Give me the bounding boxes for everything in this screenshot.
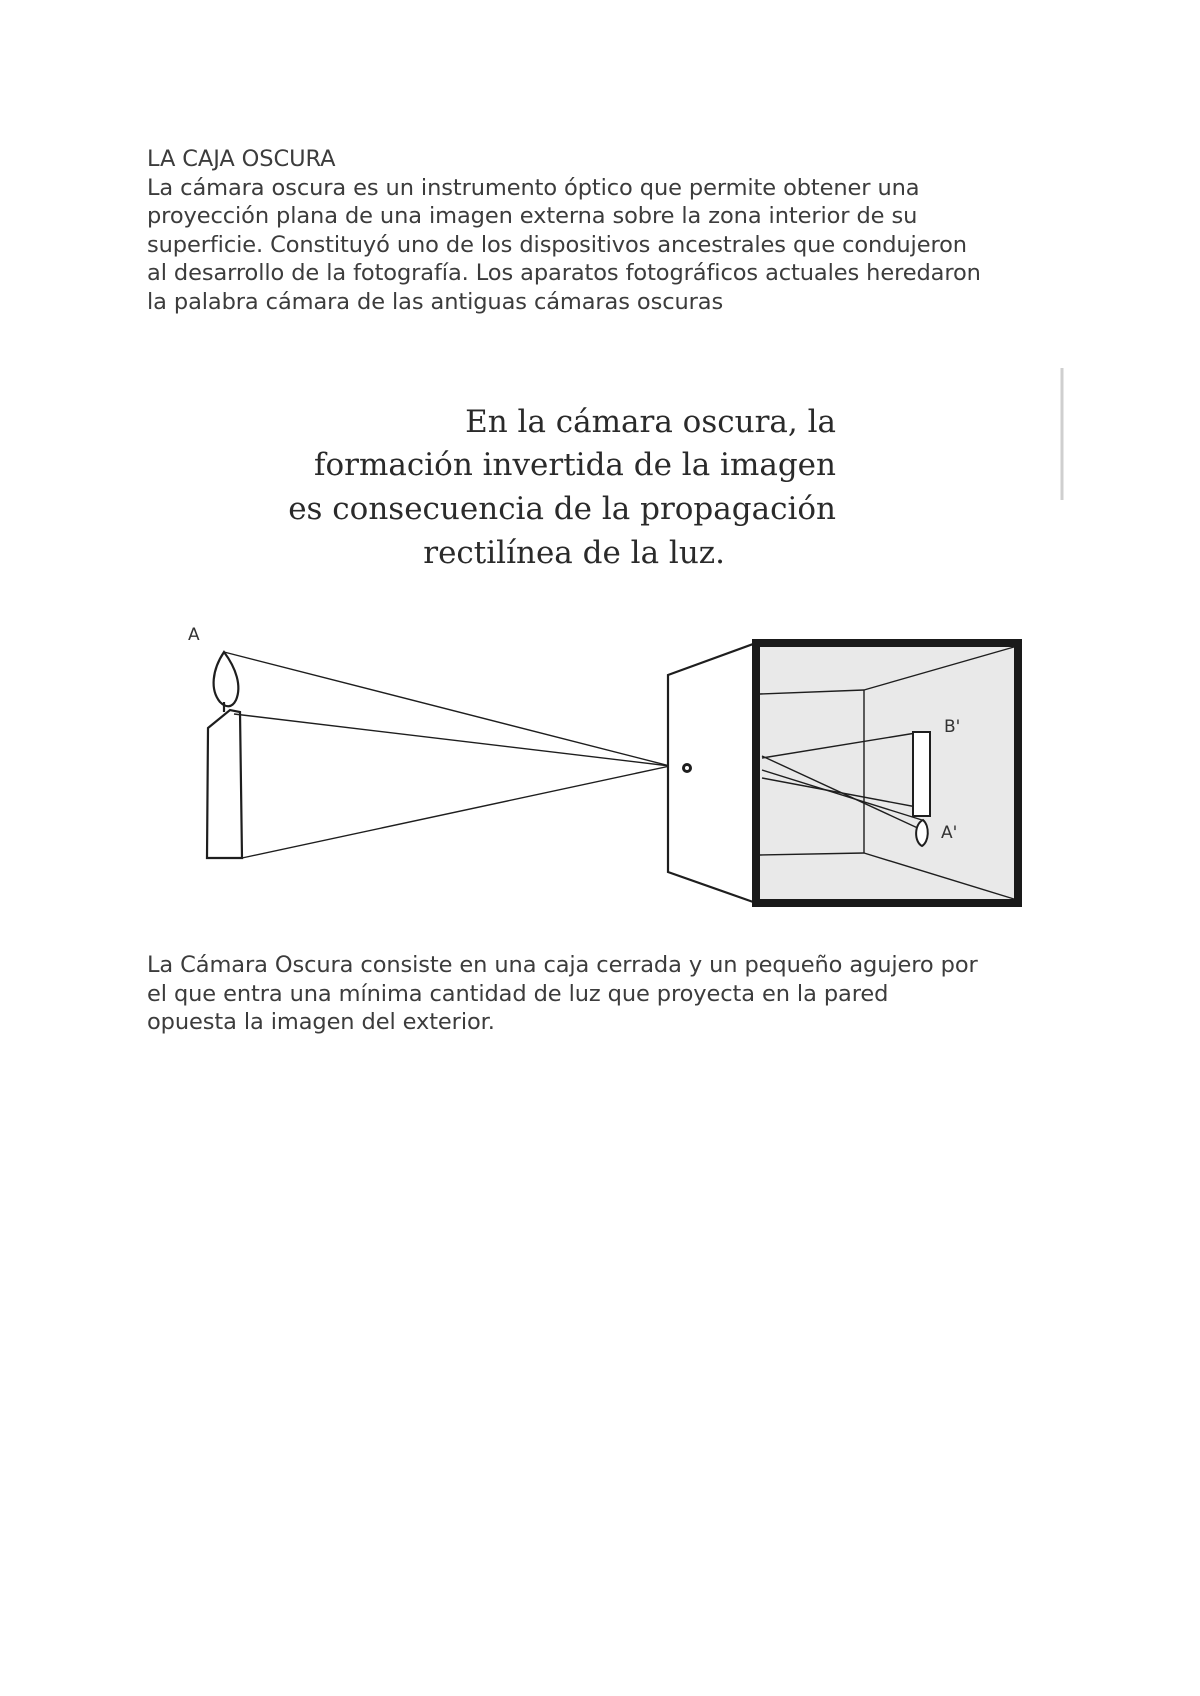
label-image-top: B' — [944, 717, 961, 737]
pinhole-center — [685, 766, 689, 770]
camera-obscura-figure — [150, 360, 1070, 932]
candle — [207, 652, 242, 858]
label-image-bottom: A' — [941, 823, 958, 843]
inverted-candle-image — [913, 732, 930, 846]
camera-obscura-diagram — [150, 360, 1070, 932]
box-front-face — [668, 643, 756, 903]
label-candle-top: A — [188, 625, 200, 645]
box-interior — [756, 643, 1018, 903]
figure-caption — [288, 404, 836, 571]
candle-flame — [214, 652, 239, 706]
inverted-candle-body — [913, 732, 930, 816]
intro-paragraph: La cámara oscura es un instrumento óptico que permite obtener una proyección plana de una imagen externa sobre la zona interior de su superficie. Constituyó uno de los dispositivos ancestrales que condujeron al desarrollo de la fotografía. Los aparatos fotográficos actuales heredaron la palabra cámara de las antiguas cámaras oscuras — [147, 174, 981, 315]
caption-line-4: rectilínea de la luz. — [423, 535, 725, 571]
caption-line-2: formación invertida de la imagen — [314, 447, 836, 483]
caption-line-1: En la cámara oscura, la — [465, 404, 836, 440]
light-rays — [224, 652, 670, 858]
document-title: LA CAJA OSCURA — [147, 146, 336, 172]
conclusion-paragraph: La Cámara Oscura consiste en una caja cerrada y un pequeño agujero por el que entra una mínima cantidad de luz que proyecta en la pared opuesta la imagen del exterior. — [147, 952, 978, 1036]
intro-section — [147, 145, 1067, 317]
inverted-candle-flame — [916, 820, 928, 846]
candle-body — [207, 710, 242, 858]
caption-line-3: es consecuencia de la propagación — [288, 491, 836, 527]
